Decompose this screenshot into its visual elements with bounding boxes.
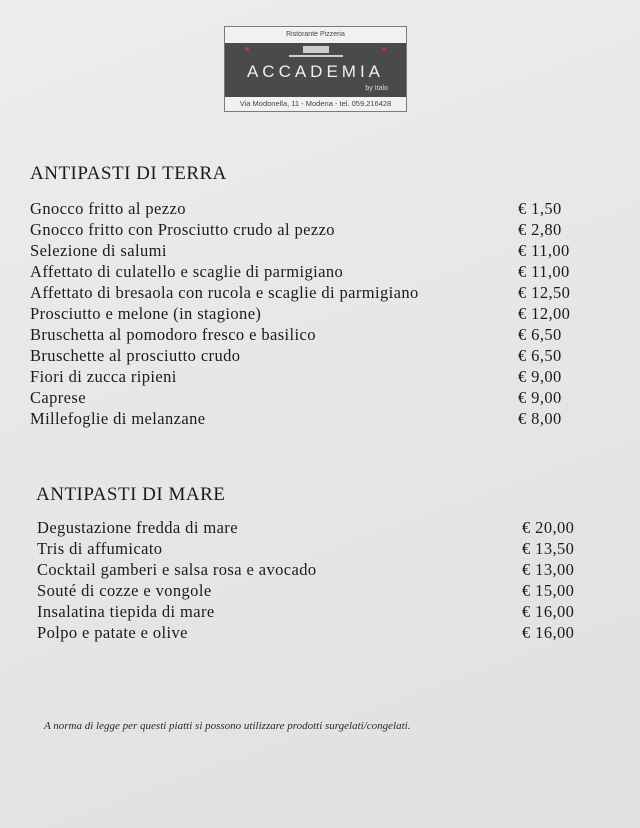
menu-item-name: Affettato di culatello e scaglie di parmigiano: [30, 262, 344, 281]
menu-item-price: € 9,00: [518, 367, 562, 386]
menu-item-price: € 11,00: [518, 241, 570, 260]
logo-byline: by Italo: [365, 85, 388, 92]
menu-item-price: € 2,80: [518, 220, 562, 239]
logo-dot-left: [245, 47, 249, 51]
menu-item-name: Degustazione fredda di mare: [37, 518, 238, 537]
menu-item-price: € 12,50: [518, 283, 571, 302]
menu-list-mare: [37, 517, 597, 643]
menu-item-name: Souté di cozze e vongole: [37, 581, 212, 600]
section-title-terra: ANTIPASTI DI TERRA: [30, 163, 227, 184]
menu-item-name: Gnocco fritto con Prosciutto crudo al pezzo: [30, 220, 335, 239]
menu-item-price: € 16,00: [522, 602, 575, 621]
logo-band: [225, 43, 406, 97]
legal-note: A norma di legge per questi piatti si possono utilizzare prodotti surgelati/congelati.: [44, 720, 411, 732]
menu-item-price: € 6,50: [518, 346, 562, 365]
menu-item-name: Polpo e patate e olive: [37, 623, 188, 642]
menu-item: [37, 559, 597, 580]
logo-skyline-icon: [289, 49, 343, 57]
menu-item: [37, 580, 597, 601]
menu-item: [30, 240, 590, 261]
menu-item-name: Cocktail gamberi e salsa rosa e avocado: [37, 560, 317, 579]
menu-item-name: Caprese: [30, 388, 86, 407]
menu-item-price: € 15,00: [522, 581, 575, 600]
menu-item: [30, 366, 590, 387]
menu-item-price: € 13,00: [522, 560, 575, 579]
menu-item: [30, 345, 590, 366]
menu-item: [30, 408, 590, 429]
menu-item-name: Prosciutto e melone (in stagione): [30, 304, 262, 323]
menu-item: [37, 601, 597, 622]
menu-item-name: Millefoglie di melanzane: [30, 409, 206, 428]
menu-item-price: € 11,00: [518, 262, 570, 281]
menu-item: [30, 324, 590, 345]
menu-item: [30, 198, 590, 219]
menu-item-name: Gnocco fritto al pezzo: [30, 199, 186, 218]
restaurant-logo: [224, 26, 407, 112]
section-title-mare: ANTIPASTI DI MARE: [36, 484, 226, 505]
menu-item-price: € 1,50: [518, 199, 562, 218]
logo-title: ACCADEMIA: [246, 62, 385, 81]
logo-subtitle: Ristorante Pizzeria: [286, 31, 345, 38]
menu-item: [30, 387, 590, 408]
menu-item: [30, 261, 590, 282]
menu-item-price: € 9,00: [518, 388, 562, 407]
menu-item-price: € 16,00: [522, 623, 575, 642]
menu-item: [30, 303, 590, 324]
menu-item-price: € 20,00: [522, 518, 575, 537]
menu-item: [37, 622, 597, 643]
menu-list-terra: [30, 198, 590, 429]
menu-item-name: Selezione di salumi: [30, 241, 167, 260]
logo-dot-right: [382, 47, 386, 51]
menu-item: [30, 282, 590, 303]
menu-item-price: € 12,00: [518, 304, 571, 323]
menu-item-name: Tris di affumicato: [37, 539, 163, 558]
menu-item-name: Insalatina tiepida di mare: [37, 602, 215, 621]
logo-address: Via Modonella, 11 - Modena - tel. 059.216428: [239, 99, 392, 108]
menu-item-price: € 8,00: [518, 409, 562, 428]
menu-item-name: Fiori di zucca ripieni: [30, 367, 177, 386]
menu-item: [37, 517, 597, 538]
menu-item-name: Bruschetta al pomodoro fresco e basilico: [30, 325, 316, 344]
menu-item-price: € 13,50: [522, 539, 575, 558]
menu-item-price: € 6,50: [518, 325, 562, 344]
menu-item-name: Bruschette al prosciutto crudo: [30, 346, 241, 365]
menu-item: [30, 219, 590, 240]
menu-item: [37, 538, 597, 559]
menu-item-name: Affettato di bresaola con rucola e scaglie di parmigiano: [30, 283, 419, 302]
